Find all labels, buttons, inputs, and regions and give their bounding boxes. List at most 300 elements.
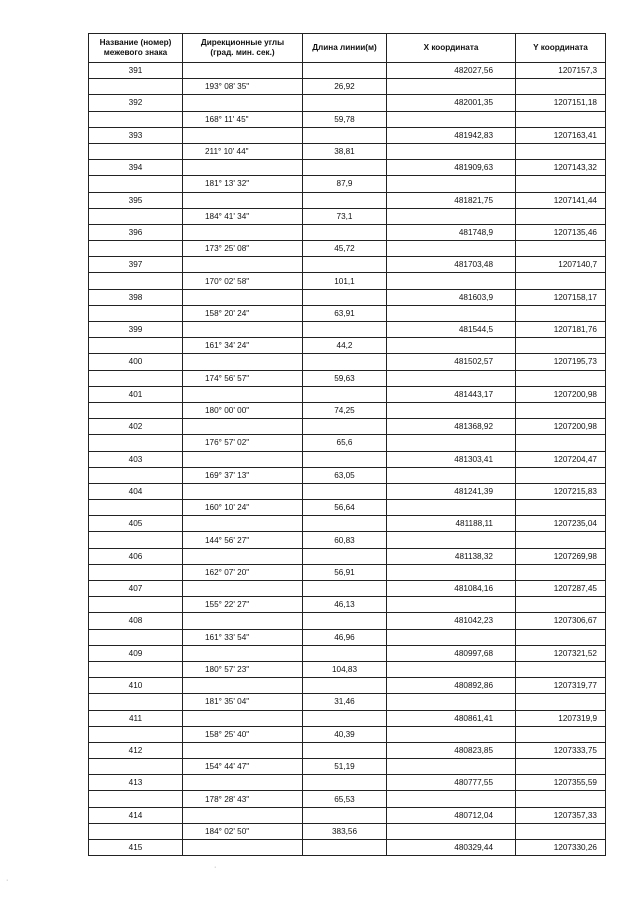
empty-cell xyxy=(516,467,606,483)
empty-cell xyxy=(183,95,303,111)
y-coordinate-cell: 1207306,67 xyxy=(516,613,606,629)
point-row xyxy=(89,807,606,823)
point-row xyxy=(89,516,606,532)
line-length-cell: 73,1 xyxy=(303,208,387,224)
point-mark-cell: 406 xyxy=(89,548,183,564)
y-coordinate-cell: 1207355,59 xyxy=(516,775,606,791)
line-length-cell: 65,53 xyxy=(303,791,387,807)
x-coordinate-cell: 481502,57 xyxy=(387,354,516,370)
empty-cell xyxy=(89,726,183,742)
directional-angle-cell: 173° 25' 08" xyxy=(183,241,303,257)
empty-cell xyxy=(89,273,183,289)
empty-cell xyxy=(387,338,516,354)
empty-cell xyxy=(183,678,303,694)
point-row xyxy=(89,192,606,208)
empty-cell xyxy=(387,241,516,257)
directional-angle-cell: 180° 00' 00" xyxy=(183,402,303,418)
y-coordinate-cell: 1207181,76 xyxy=(516,322,606,338)
x-coordinate-cell: 481748,9 xyxy=(387,224,516,240)
y-coordinate-cell: 1207141,44 xyxy=(516,192,606,208)
empty-cell xyxy=(516,435,606,451)
y-coordinate-cell: 1207204,47 xyxy=(516,451,606,467)
empty-cell xyxy=(516,500,606,516)
line-length-cell: 56,91 xyxy=(303,564,387,580)
empty-cell xyxy=(303,192,387,208)
directional-angle-cell: 180° 57' 23" xyxy=(183,661,303,677)
header-directional-angles: Дирекционные углы (град. мин. сек.) xyxy=(183,34,303,63)
y-coordinate-cell: 1207235,04 xyxy=(516,516,606,532)
directional-angle-cell: 158° 20' 24" xyxy=(183,305,303,321)
directional-angle-cell: 211° 10' 44" xyxy=(183,143,303,159)
empty-cell xyxy=(89,305,183,321)
point-mark-cell: 415 xyxy=(89,840,183,856)
empty-cell xyxy=(387,629,516,645)
directional-angle-cell: 161° 34' 24" xyxy=(183,338,303,354)
segment-row xyxy=(89,564,606,580)
point-mark-cell: 391 xyxy=(89,63,183,79)
x-coordinate-cell: 481368,92 xyxy=(387,419,516,435)
empty-cell xyxy=(89,629,183,645)
boundary-points-table xyxy=(88,33,606,856)
empty-cell xyxy=(516,111,606,127)
header-mark-name: Название (номер) межевого знака xyxy=(89,34,183,63)
point-row xyxy=(89,710,606,726)
empty-cell xyxy=(89,467,183,483)
header-row xyxy=(89,34,606,63)
segment-row xyxy=(89,208,606,224)
empty-cell xyxy=(516,823,606,839)
point-row xyxy=(89,645,606,661)
boundary-coordinates-document xyxy=(88,33,605,856)
y-coordinate-cell: 1207158,17 xyxy=(516,289,606,305)
empty-cell xyxy=(183,127,303,143)
empty-cell xyxy=(89,791,183,807)
line-length-cell: 46,96 xyxy=(303,629,387,645)
empty-cell xyxy=(387,370,516,386)
y-coordinate-cell: 1207135,46 xyxy=(516,224,606,240)
empty-cell xyxy=(387,305,516,321)
y-coordinate-cell: 1207163,41 xyxy=(516,127,606,143)
y-coordinate-cell: 1207319,9 xyxy=(516,710,606,726)
x-coordinate-cell: 480861,41 xyxy=(387,710,516,726)
y-coordinate-cell: 1207333,75 xyxy=(516,742,606,758)
point-mark-cell: 412 xyxy=(89,742,183,758)
segment-row xyxy=(89,79,606,95)
x-coordinate-cell: 480777,55 xyxy=(387,775,516,791)
empty-cell xyxy=(516,176,606,192)
x-coordinate-cell: 481603,9 xyxy=(387,289,516,305)
empty-cell xyxy=(303,775,387,791)
empty-cell xyxy=(516,791,606,807)
segment-row xyxy=(89,791,606,807)
empty-cell xyxy=(89,500,183,516)
x-coordinate-cell: 481821,75 xyxy=(387,192,516,208)
empty-cell xyxy=(183,483,303,499)
empty-cell xyxy=(516,208,606,224)
point-row xyxy=(89,354,606,370)
x-coordinate-cell: 481042,23 xyxy=(387,613,516,629)
empty-cell xyxy=(387,564,516,580)
empty-cell xyxy=(303,807,387,823)
empty-cell xyxy=(516,532,606,548)
point-mark-cell: 396 xyxy=(89,224,183,240)
directional-angle-cell: 168° 11' 45" xyxy=(183,111,303,127)
segment-row xyxy=(89,597,606,613)
empty-cell xyxy=(89,111,183,127)
empty-cell xyxy=(183,548,303,564)
point-mark-cell: 402 xyxy=(89,419,183,435)
line-length-cell: 104,83 xyxy=(303,661,387,677)
point-row xyxy=(89,386,606,402)
y-coordinate-cell: 1207321,52 xyxy=(516,645,606,661)
y-coordinate-cell: 1207357,33 xyxy=(516,807,606,823)
point-row xyxy=(89,224,606,240)
directional-angle-cell: 155° 22' 27" xyxy=(183,597,303,613)
empty-cell xyxy=(89,208,183,224)
segment-row xyxy=(89,402,606,418)
segment-row xyxy=(89,500,606,516)
point-row xyxy=(89,257,606,273)
point-mark-cell: 394 xyxy=(89,160,183,176)
y-coordinate-cell: 1207200,98 xyxy=(516,419,606,435)
x-coordinate-cell: 481084,16 xyxy=(387,581,516,597)
empty-cell xyxy=(303,289,387,305)
line-length-cell: 74,25 xyxy=(303,402,387,418)
empty-cell xyxy=(89,143,183,159)
empty-cell xyxy=(303,645,387,661)
segment-row xyxy=(89,273,606,289)
empty-cell xyxy=(89,176,183,192)
segment-row xyxy=(89,176,606,192)
header-y-coordinate: Y координата xyxy=(516,34,606,63)
point-row xyxy=(89,289,606,305)
point-mark-cell: 401 xyxy=(89,386,183,402)
x-coordinate-cell: 481909,63 xyxy=(387,160,516,176)
empty-cell xyxy=(183,289,303,305)
line-length-cell: 101,1 xyxy=(303,273,387,289)
segment-row xyxy=(89,338,606,354)
empty-cell xyxy=(303,322,387,338)
empty-cell xyxy=(89,564,183,580)
table-header xyxy=(89,34,606,63)
line-length-cell: 59,63 xyxy=(303,370,387,386)
segment-row xyxy=(89,370,606,386)
line-length-cell: 63,05 xyxy=(303,467,387,483)
empty-cell xyxy=(516,629,606,645)
empty-cell xyxy=(516,597,606,613)
empty-cell xyxy=(387,79,516,95)
empty-cell xyxy=(387,208,516,224)
line-length-cell: 87,9 xyxy=(303,176,387,192)
point-row xyxy=(89,95,606,111)
line-length-cell: 44,2 xyxy=(303,338,387,354)
y-coordinate-cell: 1207157,3 xyxy=(516,63,606,79)
empty-cell xyxy=(303,95,387,111)
empty-cell xyxy=(303,516,387,532)
empty-cell xyxy=(303,257,387,273)
directional-angle-cell: 169° 37' 13" xyxy=(183,467,303,483)
point-mark-cell: 397 xyxy=(89,257,183,273)
empty-cell xyxy=(183,419,303,435)
directional-angle-cell: 170° 02' 58" xyxy=(183,273,303,289)
point-mark-cell: 405 xyxy=(89,516,183,532)
segment-row xyxy=(89,111,606,127)
point-mark-cell: 409 xyxy=(89,645,183,661)
empty-cell xyxy=(387,402,516,418)
line-length-cell: 383,56 xyxy=(303,823,387,839)
empty-cell xyxy=(387,435,516,451)
empty-cell xyxy=(183,516,303,532)
segment-row xyxy=(89,661,606,677)
segment-row xyxy=(89,435,606,451)
empty-cell xyxy=(303,127,387,143)
y-coordinate-cell: 1207200,98 xyxy=(516,386,606,402)
directional-angle-cell: 181° 13' 32" xyxy=(183,176,303,192)
empty-cell xyxy=(516,402,606,418)
line-length-cell: 65,6 xyxy=(303,435,387,451)
header-x-coordinate: X координата xyxy=(387,34,516,63)
directional-angle-cell: 181° 35' 04" xyxy=(183,694,303,710)
empty-cell xyxy=(303,678,387,694)
empty-cell xyxy=(183,807,303,823)
segment-row xyxy=(89,241,606,257)
empty-cell xyxy=(183,613,303,629)
line-length-cell: 40,39 xyxy=(303,726,387,742)
header-line-length: Длина линии(м) xyxy=(303,34,387,63)
scan-dot: · xyxy=(214,864,217,871)
point-mark-cell: 410 xyxy=(89,678,183,694)
empty-cell xyxy=(183,257,303,273)
segment-row xyxy=(89,532,606,548)
empty-cell xyxy=(387,726,516,742)
directional-angle-cell: 184° 02' 50" xyxy=(183,823,303,839)
point-mark-cell: 398 xyxy=(89,289,183,305)
point-row xyxy=(89,775,606,791)
empty-cell xyxy=(303,419,387,435)
empty-cell xyxy=(183,710,303,726)
empty-cell xyxy=(387,500,516,516)
segment-row xyxy=(89,305,606,321)
point-row xyxy=(89,840,606,856)
point-row xyxy=(89,613,606,629)
line-length-cell: 51,19 xyxy=(303,759,387,775)
x-coordinate-cell: 481188,11 xyxy=(387,516,516,532)
x-coordinate-cell: 481138,32 xyxy=(387,548,516,564)
line-length-cell: 46,13 xyxy=(303,597,387,613)
empty-cell xyxy=(183,160,303,176)
empty-cell xyxy=(303,710,387,726)
empty-cell xyxy=(387,694,516,710)
empty-cell xyxy=(303,581,387,597)
point-row xyxy=(89,678,606,694)
point-mark-cell: 411 xyxy=(89,710,183,726)
segment-row xyxy=(89,694,606,710)
empty-cell xyxy=(303,548,387,564)
empty-cell xyxy=(89,79,183,95)
empty-cell xyxy=(303,354,387,370)
empty-cell xyxy=(183,322,303,338)
empty-cell xyxy=(516,241,606,257)
x-coordinate-cell: 481443,17 xyxy=(387,386,516,402)
line-length-cell: 59,78 xyxy=(303,111,387,127)
x-coordinate-cell: 481703,48 xyxy=(387,257,516,273)
line-length-cell: 45,72 xyxy=(303,241,387,257)
x-coordinate-cell: 481241,39 xyxy=(387,483,516,499)
y-coordinate-cell: 1207330,26 xyxy=(516,840,606,856)
empty-cell xyxy=(89,597,183,613)
y-coordinate-cell: 1207269,98 xyxy=(516,548,606,564)
empty-cell xyxy=(516,564,606,580)
directional-angle-cell: 158° 25' 40" xyxy=(183,726,303,742)
line-length-cell: 63,91 xyxy=(303,305,387,321)
empty-cell xyxy=(303,613,387,629)
line-length-cell: 26,92 xyxy=(303,79,387,95)
empty-cell xyxy=(303,742,387,758)
empty-cell xyxy=(516,370,606,386)
empty-cell xyxy=(387,597,516,613)
empty-cell xyxy=(89,661,183,677)
empty-cell xyxy=(183,581,303,597)
segment-row xyxy=(89,823,606,839)
scan-dot: · xyxy=(6,877,9,884)
empty-cell xyxy=(516,694,606,710)
point-mark-cell: 413 xyxy=(89,775,183,791)
x-coordinate-cell: 480892,86 xyxy=(387,678,516,694)
empty-cell xyxy=(89,338,183,354)
empty-cell xyxy=(89,241,183,257)
segment-row xyxy=(89,143,606,159)
empty-cell xyxy=(183,63,303,79)
directional-angle-cell: 144° 56' 27" xyxy=(183,532,303,548)
empty-cell xyxy=(516,305,606,321)
empty-cell xyxy=(183,840,303,856)
directional-angle-cell: 161° 33' 54" xyxy=(183,629,303,645)
empty-cell xyxy=(387,143,516,159)
empty-cell xyxy=(387,791,516,807)
empty-cell xyxy=(89,370,183,386)
segment-row xyxy=(89,629,606,645)
point-mark-cell: 407 xyxy=(89,581,183,597)
y-coordinate-cell: 1207151,18 xyxy=(516,95,606,111)
point-row xyxy=(89,742,606,758)
empty-cell xyxy=(516,759,606,775)
empty-cell xyxy=(89,759,183,775)
empty-cell xyxy=(303,224,387,240)
segment-row xyxy=(89,726,606,742)
empty-cell xyxy=(89,402,183,418)
point-row xyxy=(89,127,606,143)
point-row xyxy=(89,548,606,564)
empty-cell xyxy=(516,338,606,354)
empty-cell xyxy=(516,661,606,677)
point-row xyxy=(89,322,606,338)
empty-cell xyxy=(183,354,303,370)
y-coordinate-cell: 1207143,32 xyxy=(516,160,606,176)
point-mark-cell: 399 xyxy=(89,322,183,338)
point-mark-cell: 393 xyxy=(89,127,183,143)
point-row xyxy=(89,581,606,597)
directional-angle-cell: 193° 08' 35" xyxy=(183,79,303,95)
point-mark-cell: 403 xyxy=(89,451,183,467)
segment-row xyxy=(89,467,606,483)
empty-cell xyxy=(183,192,303,208)
empty-cell xyxy=(387,532,516,548)
line-length-cell: 38,81 xyxy=(303,143,387,159)
empty-cell xyxy=(183,645,303,661)
x-coordinate-cell: 480712,04 xyxy=(387,807,516,823)
empty-cell xyxy=(183,775,303,791)
y-coordinate-cell: 1207215,83 xyxy=(516,483,606,499)
directional-angle-cell: 176° 57' 02" xyxy=(183,435,303,451)
y-coordinate-cell: 1207287,45 xyxy=(516,581,606,597)
empty-cell xyxy=(303,483,387,499)
point-mark-cell: 404 xyxy=(89,483,183,499)
empty-cell xyxy=(183,224,303,240)
empty-cell xyxy=(516,79,606,95)
empty-cell xyxy=(516,143,606,159)
empty-cell xyxy=(303,160,387,176)
empty-cell xyxy=(387,759,516,775)
x-coordinate-cell: 482001,35 xyxy=(387,95,516,111)
empty-cell xyxy=(387,176,516,192)
point-mark-cell: 395 xyxy=(89,192,183,208)
empty-cell xyxy=(183,386,303,402)
empty-cell xyxy=(387,111,516,127)
segment-row xyxy=(89,759,606,775)
empty-cell xyxy=(387,273,516,289)
x-coordinate-cell: 480997,68 xyxy=(387,645,516,661)
empty-cell xyxy=(89,694,183,710)
point-mark-cell: 414 xyxy=(89,807,183,823)
empty-cell xyxy=(89,823,183,839)
directional-angle-cell: 178° 28' 43" xyxy=(183,791,303,807)
empty-cell xyxy=(303,451,387,467)
directional-angle-cell: 160° 10' 24" xyxy=(183,500,303,516)
empty-cell xyxy=(516,273,606,289)
empty-cell xyxy=(387,823,516,839)
point-mark-cell: 392 xyxy=(89,95,183,111)
x-coordinate-cell: 481544,5 xyxy=(387,322,516,338)
y-coordinate-cell: 1207195,73 xyxy=(516,354,606,370)
y-coordinate-cell: 1207140,7 xyxy=(516,257,606,273)
point-mark-cell: 408 xyxy=(89,613,183,629)
empty-cell xyxy=(516,726,606,742)
directional-angle-cell: 154° 44' 47" xyxy=(183,759,303,775)
table-body xyxy=(89,63,606,856)
point-mark-cell: 400 xyxy=(89,354,183,370)
x-coordinate-cell: 481303,41 xyxy=(387,451,516,467)
x-coordinate-cell: 481942,83 xyxy=(387,127,516,143)
empty-cell xyxy=(303,386,387,402)
point-row xyxy=(89,483,606,499)
point-row xyxy=(89,451,606,467)
line-length-cell: 60,83 xyxy=(303,532,387,548)
line-length-cell: 31,46 xyxy=(303,694,387,710)
empty-cell xyxy=(387,661,516,677)
empty-cell xyxy=(387,467,516,483)
point-row xyxy=(89,419,606,435)
directional-angle-cell: 184° 41' 34" xyxy=(183,208,303,224)
point-row xyxy=(89,160,606,176)
empty-cell xyxy=(303,63,387,79)
directional-angle-cell: 162° 07' 20" xyxy=(183,564,303,580)
y-coordinate-cell: 1207319,77 xyxy=(516,678,606,694)
empty-cell xyxy=(183,742,303,758)
line-length-cell: 56,64 xyxy=(303,500,387,516)
x-coordinate-cell: 480329,44 xyxy=(387,840,516,856)
x-coordinate-cell: 480823,85 xyxy=(387,742,516,758)
empty-cell xyxy=(89,435,183,451)
